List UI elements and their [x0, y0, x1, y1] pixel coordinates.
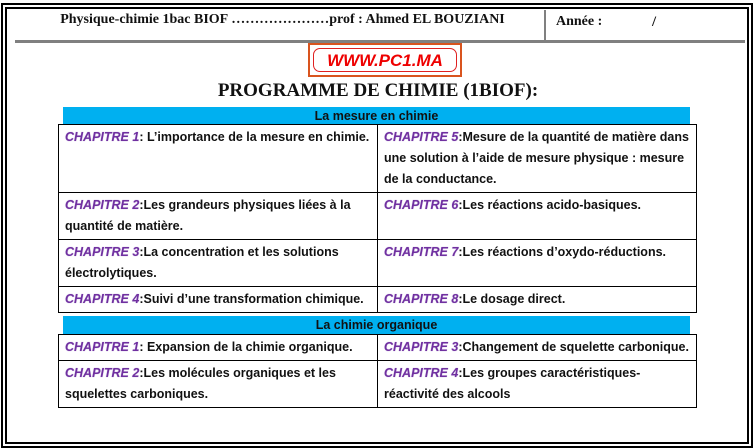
chapter-number: CHAPITRE 4 [384, 366, 459, 380]
table-row [59, 287, 697, 313]
chapter-title: :Les réactions acido-basiques. [458, 198, 642, 212]
chapter-table [58, 124, 697, 313]
chapter-title: :Les groupes caractéristiques-réactivité des alcools [384, 366, 641, 401]
chapter-cell [59, 335, 378, 361]
table-row [59, 361, 697, 408]
chapter-cell [378, 361, 697, 408]
chapter-cell [378, 193, 697, 240]
year-label: Année : [556, 14, 603, 29]
chapter-cell [378, 335, 697, 361]
site-logo-text: WWW.PC1.MA [313, 48, 457, 72]
section-header: La chimie organique [63, 316, 690, 334]
chapter-number: CHAPITRE 7 [384, 245, 459, 259]
chapter-cell [59, 240, 378, 287]
chapter-cell [59, 193, 378, 240]
table-row [59, 335, 697, 361]
site-logo [308, 43, 462, 77]
chapter-cell [59, 361, 378, 408]
chapter-number: CHAPITRE 8 [384, 292, 459, 306]
chapter-title: :Suivi d’une transformation chimique. [139, 292, 364, 306]
table-row [59, 240, 697, 287]
chapter-number: CHAPITRE 3 [65, 245, 140, 259]
chapter-title: :La concentration et les solutions électrolytiques. [65, 245, 339, 280]
chapter-number: CHAPITRE 2 [65, 366, 140, 380]
table-row [59, 193, 697, 240]
chapter-table [58, 334, 697, 408]
chapter-number: CHAPITRE 6 [384, 198, 459, 212]
chapter-title: :Mesure de la quantité de matière dans une solution à l’aide de mesure physique : mesure de la conductance. [384, 130, 689, 186]
chapter-title: : Expansion de la chimie organique. [139, 340, 353, 354]
header-divider [544, 10, 546, 42]
chapter-title: :Les grandeurs physiques liées à la quantité de matière. [65, 198, 351, 233]
course-header: Physique-chimie 1bac BIOF …………………prof : Ahmed EL BOUZIANI [60, 12, 505, 27]
page-title: PROGRAMME DE CHIMIE (1BIOF): [217, 80, 539, 101]
chapter-number: CHAPITRE 1 [65, 130, 140, 144]
chapter-number: CHAPITRE 2 [65, 198, 140, 212]
year-separator: / [652, 14, 657, 30]
chapter-cell [378, 287, 697, 313]
chapter-number: CHAPITRE 5 [384, 130, 459, 144]
chapter-cell [59, 125, 378, 193]
chapter-cell [59, 287, 378, 313]
chapter-cell [378, 240, 697, 287]
section-header: La mesure en chimie [63, 107, 690, 125]
chapter-title: :Le dosage direct. [458, 292, 566, 306]
chapter-title: : L’importance de la mesure en chimie. [139, 130, 370, 144]
chapter-number: CHAPITRE 3 [384, 340, 459, 354]
chapter-title: :Les réactions d’oxydo-réductions. [458, 245, 667, 259]
chapter-number: CHAPITRE 1 [65, 340, 140, 354]
chapter-cell [378, 125, 697, 193]
chapter-title: :Les molécules organiques et les squelettes carboniques. [65, 366, 336, 401]
table-row [59, 125, 697, 193]
chapter-number: CHAPITRE 4 [65, 292, 140, 306]
chapter-title: :Changement de squelette carbonique. [458, 340, 689, 354]
